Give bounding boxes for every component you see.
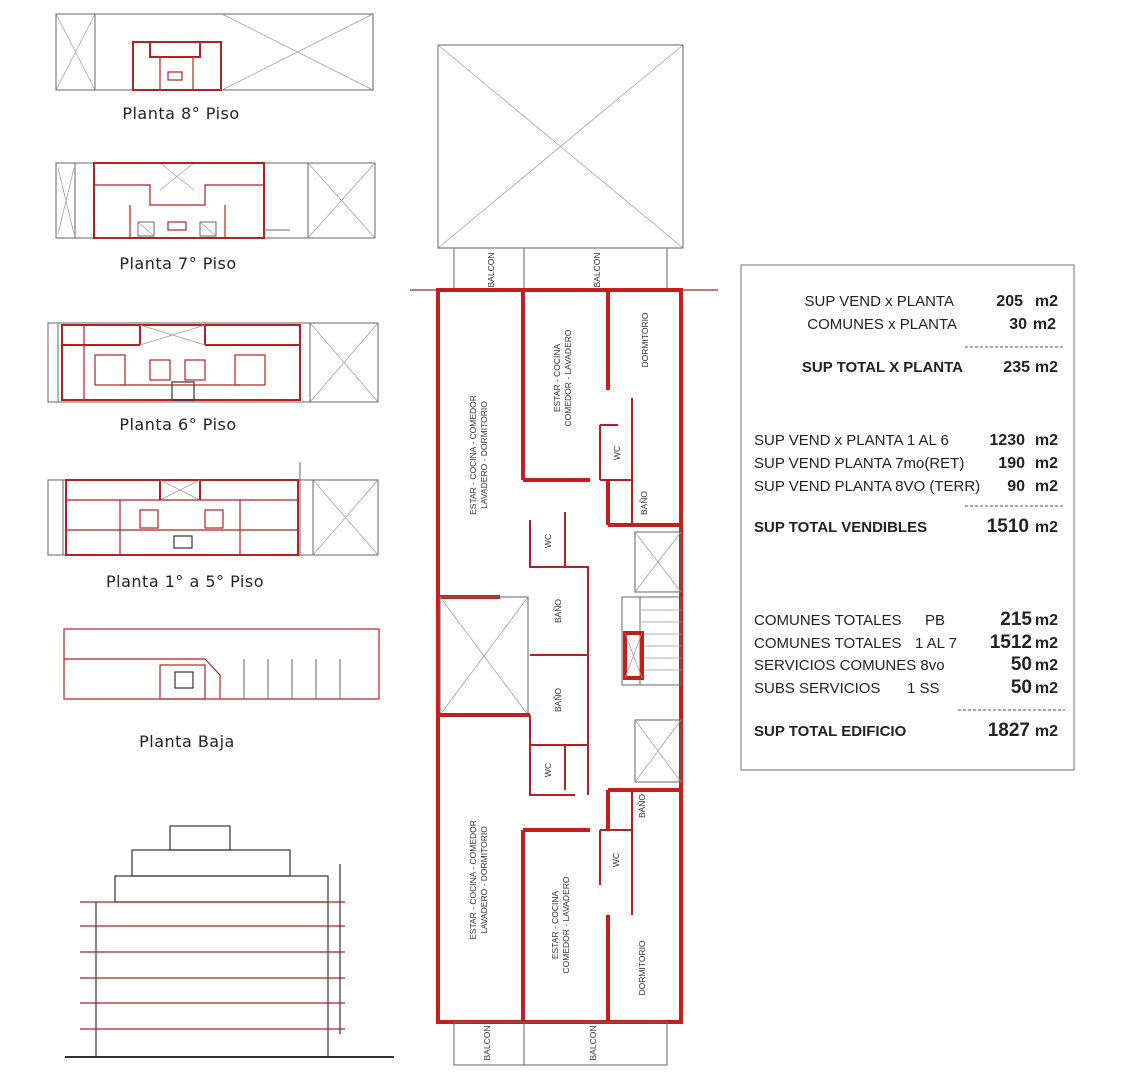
row-vend-1-6-value: 1230 bbox=[989, 432, 1025, 449]
label-wc-3: WC bbox=[543, 762, 553, 778]
caption-7: Planta 7° Piso bbox=[119, 254, 237, 273]
row-vend-8-label: SUP VEND PLANTA 8VO (TERR) bbox=[754, 478, 981, 495]
unit: m2 bbox=[1034, 293, 1058, 310]
room-labels bbox=[468, 253, 650, 1061]
row-comunes-pb-sub: PB bbox=[925, 612, 946, 629]
elevation-drawing bbox=[65, 826, 394, 1057]
row-subs-label: SUBS SERVICIOS bbox=[754, 680, 881, 697]
unit: m2 bbox=[1034, 478, 1058, 495]
total-edificio-value: 1827 bbox=[987, 720, 1030, 741]
unit: m2 bbox=[1032, 316, 1056, 333]
row-comunes-pb-label: COMUNES TOTALES bbox=[754, 612, 902, 629]
label-balcon-3: BALCON bbox=[482, 1025, 492, 1061]
total-vendibles-value: 1510 bbox=[986, 516, 1029, 537]
total-planta-value: 235 bbox=[1003, 359, 1030, 376]
row-vend-8-value: 90 bbox=[1007, 478, 1025, 495]
caption-pb: Planta Baja bbox=[139, 732, 235, 751]
label-cocina-1b: COMEDOR - LAVADERO bbox=[563, 329, 573, 427]
row-sup-vend-planta-label: SUP VEND x PLANTA bbox=[804, 293, 954, 310]
row-comunes-1-7-label: COMUNES TOTALES bbox=[754, 635, 902, 652]
unit: m2 bbox=[1034, 432, 1058, 449]
label-bano-1: BAÑO bbox=[639, 490, 649, 516]
unit: m2 bbox=[1034, 455, 1058, 472]
unit: m2 bbox=[1034, 657, 1058, 674]
row-comunes-planta-value: 30 bbox=[1009, 316, 1027, 333]
unit: m2 bbox=[1034, 359, 1058, 376]
row-vend-7-value: 190 bbox=[998, 455, 1025, 472]
row-servicios-8-label: SERVICIOS COMUNES 8vo bbox=[754, 657, 945, 674]
unit: m2 bbox=[1034, 723, 1058, 740]
total-edificio-label: SUP TOTAL EDIFICIO bbox=[754, 723, 907, 740]
row-comunes-1-7-sub: 1 AL 7 bbox=[915, 635, 957, 652]
total-vendibles-label: SUP TOTAL VENDIBLES bbox=[754, 519, 928, 536]
unit: m2 bbox=[1034, 612, 1058, 629]
floorplan-7 bbox=[56, 163, 375, 238]
label-balcon-2: BALCON bbox=[592, 252, 602, 288]
row-comunes-1-7-value: 1512 bbox=[989, 632, 1032, 653]
row-comunes-pb-value: 215 bbox=[1000, 609, 1032, 630]
row-subs-sub: 1 SS bbox=[907, 680, 940, 697]
row-subs-value: 50 bbox=[1010, 677, 1032, 698]
label-estar-2b: LAVADERO - DORMITORIO bbox=[479, 826, 489, 934]
caption-1-5: Planta 1° a 5° Piso bbox=[106, 572, 264, 591]
label-balcon-1: BALCON bbox=[486, 252, 496, 288]
areas-table bbox=[741, 265, 1074, 770]
caption-8: Planta 8° Piso bbox=[122, 104, 240, 123]
label-wc-4: WC bbox=[611, 852, 621, 868]
label-cocina-2b: COMEDOR - LAVADERO bbox=[561, 876, 571, 974]
label-estar-1b: LAVADERO - DORMITORIO bbox=[479, 401, 489, 509]
label-cocina-1a: ESTAR - COCINA bbox=[552, 343, 562, 413]
floorplan-6 bbox=[48, 323, 378, 402]
label-wc-1: WC bbox=[612, 445, 622, 461]
row-comunes-planta-label: COMUNES x PLANTA bbox=[807, 316, 957, 333]
caption-6: Planta 6° Piso bbox=[119, 415, 237, 434]
label-bano-2: BAÑO bbox=[553, 598, 563, 624]
label-dorm-2: DORMITORIO bbox=[637, 940, 647, 996]
label-bano-3: BAÑO bbox=[553, 687, 563, 713]
label-wc-2: WC bbox=[543, 533, 553, 549]
floorplan-8 bbox=[56, 14, 373, 90]
row-sup-vend-planta-value: 205 bbox=[996, 293, 1023, 310]
label-bano-4: BAÑO bbox=[637, 793, 647, 819]
label-dorm-1: DORMITORIO bbox=[640, 312, 650, 368]
row-vend-1-6-label: SUP VEND x PLANTA 1 AL 6 bbox=[754, 432, 949, 449]
unit: m2 bbox=[1034, 519, 1058, 536]
label-estar-1a: ESTAR - COCINA - COMEDOR bbox=[468, 395, 478, 515]
floorplan-1-5 bbox=[48, 462, 378, 555]
total-planta-label: SUP TOTAL X PLANTA bbox=[801, 359, 963, 376]
label-estar-2a: ESTAR - COCINA - COMEDOR bbox=[468, 820, 478, 940]
row-servicios-8-value: 50 bbox=[1010, 654, 1032, 675]
label-cocina-2a: ESTAR - COCINA bbox=[550, 890, 560, 960]
floorplan-pb bbox=[64, 629, 379, 699]
unit: m2 bbox=[1034, 680, 1058, 697]
row-vend-7-label: SUP VEND PLANTA 7mo(RET) bbox=[754, 455, 965, 472]
label-balcon-4: BALCON bbox=[588, 1025, 598, 1061]
unit: m2 bbox=[1034, 635, 1058, 652]
